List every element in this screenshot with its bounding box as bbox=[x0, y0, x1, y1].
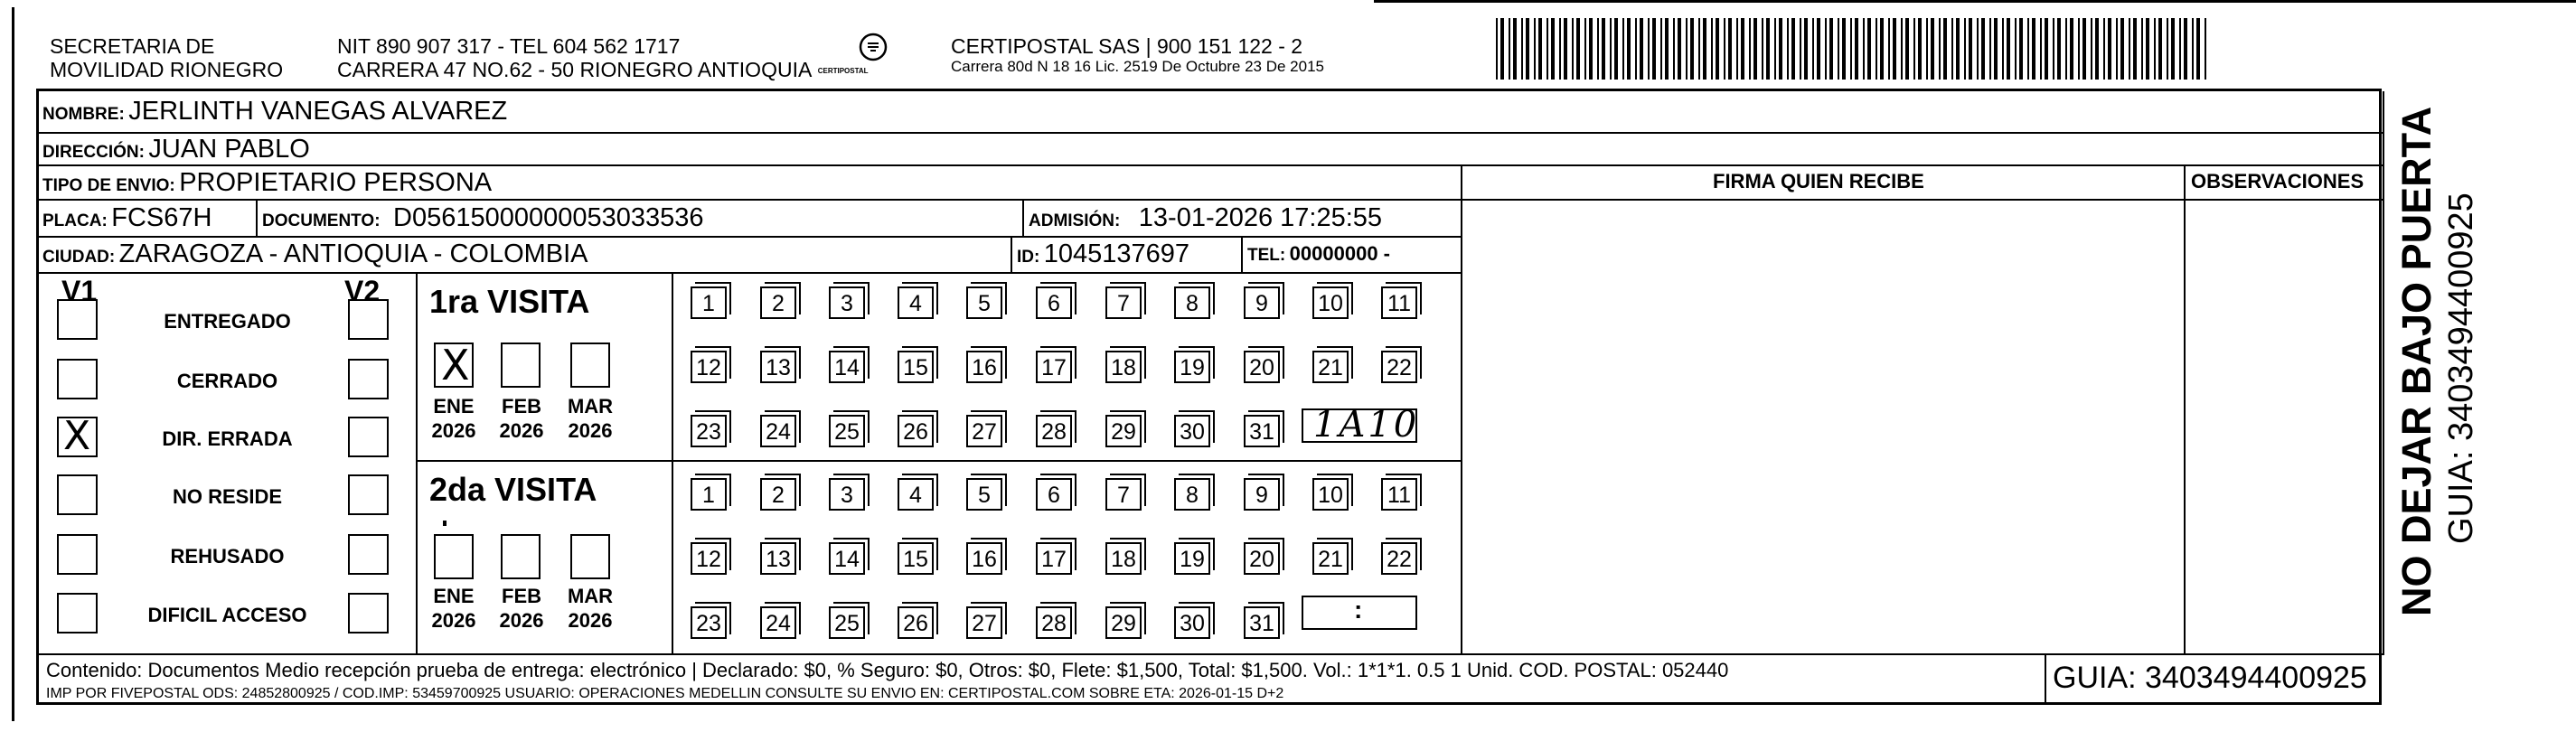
v2-checkbox[interactable] bbox=[348, 417, 389, 457]
id-field bbox=[1017, 239, 1189, 269]
barcode-bar bbox=[1614, 18, 1618, 80]
barcode-bar bbox=[1640, 18, 1643, 80]
barcode-bar bbox=[1698, 18, 1700, 80]
day-box[interactable]: 29 bbox=[1105, 415, 1142, 447]
footer-line-2: IMP POR FIVEPOSTAL ODS: 24852800925 / COD.IMP: 53459700925 USUARIO: OPERACIONES MEDELLIN CONSULTE SU ENVIO EN: CERTIPOSTAL.COM SOBRE ETA: 2026-01-15 D+2 bbox=[46, 686, 1284, 701]
barcode-bar bbox=[1597, 18, 1599, 80]
day-box[interactable]: 18 bbox=[1105, 351, 1142, 383]
top-edge-line bbox=[1374, 0, 2576, 3]
status-label: ENTREGADO bbox=[164, 310, 291, 333]
barcode-bar bbox=[1559, 18, 1561, 80]
id-divider bbox=[1011, 236, 1012, 272]
day-box[interactable]: 2 bbox=[760, 286, 796, 319]
visit2-title: 2da VISITA bbox=[429, 471, 597, 508]
day-box[interactable]: 14 bbox=[829, 542, 865, 575]
day-box[interactable]: 10 bbox=[1312, 286, 1349, 319]
status-label: NO RESIDE bbox=[172, 485, 283, 508]
day-box[interactable]: 22 bbox=[1381, 351, 1417, 383]
barcode-bar bbox=[1622, 18, 1624, 80]
barcode-bar bbox=[2108, 18, 2111, 80]
barcode-bar bbox=[2167, 18, 2168, 80]
direccion-value: JUAN PABLO bbox=[148, 135, 310, 164]
day-box[interactable]: 10 bbox=[1312, 478, 1349, 511]
barcode-bar bbox=[1905, 18, 1909, 80]
barcode-bar bbox=[1602, 18, 1605, 80]
barcode-bar bbox=[1800, 18, 1801, 80]
month-name: MAR bbox=[567, 585, 614, 607]
row-divider-4 bbox=[39, 236, 1462, 238]
month-label bbox=[427, 584, 481, 633]
status-label: CERRADO bbox=[176, 370, 278, 392]
barcode-bar bbox=[2095, 18, 2099, 80]
barcode-bar bbox=[1964, 18, 1966, 80]
day-box[interactable]: 11 bbox=[1381, 478, 1417, 511]
barcode-bar bbox=[1888, 18, 1890, 80]
barcode-bar bbox=[1876, 18, 1877, 80]
day-box[interactable]: 24 bbox=[760, 606, 796, 639]
day-box[interactable]: 9 bbox=[1244, 286, 1280, 319]
visit1-ene-mark: X bbox=[441, 341, 470, 389]
status-right-border bbox=[416, 272, 418, 653]
barcode-bar bbox=[1564, 18, 1567, 80]
day-box[interactable]: 31 bbox=[1244, 606, 1280, 639]
visit2-ene-box[interactable] bbox=[434, 534, 474, 579]
visit-divider bbox=[416, 460, 1462, 462]
barcode-bar bbox=[2116, 18, 2118, 80]
v2-checkbox[interactable] bbox=[348, 474, 389, 515]
barcode-bar bbox=[2007, 18, 2010, 80]
day-box[interactable]: 3 bbox=[829, 478, 865, 511]
day-box[interactable]: 15 bbox=[898, 542, 934, 575]
barcode-bar bbox=[2015, 18, 2017, 80]
barcode-bar bbox=[2078, 18, 2080, 80]
visit1-feb-box[interactable] bbox=[501, 343, 541, 388]
tipo-envio-value: PROPIETARIO PERSONA bbox=[179, 168, 493, 197]
org-name bbox=[50, 34, 283, 81]
documento-field bbox=[262, 203, 704, 233]
day-box[interactable]: 27 bbox=[966, 415, 1002, 447]
barcode-bar bbox=[1589, 18, 1593, 80]
day-box[interactable]: 7 bbox=[1105, 478, 1142, 511]
day-box[interactable]: 31 bbox=[1244, 415, 1280, 447]
barcode-bar bbox=[2179, 18, 2181, 80]
day-box[interactable]: 16 bbox=[966, 351, 1002, 383]
tel-label: TEL: bbox=[1247, 246, 1286, 265]
day-box[interactable]: 4 bbox=[898, 478, 934, 511]
certipostal-logo-icon bbox=[859, 33, 888, 61]
row-divider-5 bbox=[39, 272, 1462, 274]
barcode-bar bbox=[1893, 18, 1896, 80]
nombre-value: JERLINTH VANEGAS ALVAREZ bbox=[128, 97, 508, 126]
logo-text: CERTIPOSTAL bbox=[817, 66, 869, 75]
firma-header: FIRMA QUIEN RECIBE bbox=[1713, 170, 1924, 192]
day-box[interactable]: 23 bbox=[691, 606, 727, 639]
barcode-bar bbox=[1926, 18, 1928, 80]
barcode-bar bbox=[2027, 18, 2029, 80]
barcode-bar bbox=[1838, 18, 1839, 80]
day-box[interactable]: 1 bbox=[691, 286, 727, 319]
barcode-bar bbox=[1774, 18, 1776, 80]
v2-checkbox[interactable] bbox=[348, 593, 389, 633]
day-box[interactable]: 4 bbox=[898, 286, 934, 319]
barcode-bar bbox=[1850, 18, 1852, 80]
barcode-bar bbox=[2082, 18, 2086, 80]
barcode-bar bbox=[1521, 18, 1523, 80]
barcode-bar bbox=[1989, 18, 1991, 80]
barcode-bar bbox=[1918, 18, 1922, 80]
day-box[interactable]: 19 bbox=[1174, 351, 1210, 383]
barcode-bar bbox=[1678, 18, 1681, 80]
barcode-bar bbox=[1513, 18, 1517, 80]
footer-divider bbox=[39, 653, 2384, 655]
day-box[interactable]: 7 bbox=[1105, 286, 1142, 319]
footer-content bbox=[46, 659, 1728, 702]
barcode-bar bbox=[2141, 18, 2143, 80]
nit-line: NIT 890 907 317 - TEL 604 562 1717 bbox=[337, 34, 681, 58]
barcode-bar bbox=[2146, 18, 2149, 80]
barcode-bar bbox=[1939, 18, 1941, 80]
barcode-bar bbox=[1724, 18, 1725, 80]
barcode-bar bbox=[1749, 18, 1751, 80]
v2-checkbox[interactable] bbox=[348, 359, 389, 399]
barcode-bar bbox=[1855, 18, 1858, 80]
firma-left-border bbox=[1461, 164, 1462, 653]
org-line-1: SECRETARIA DE bbox=[50, 34, 215, 58]
day-box[interactable]: 24 bbox=[760, 415, 796, 447]
admision-value: 13-01-2026 17:25:55 bbox=[1138, 203, 1383, 232]
guia-box-border bbox=[2045, 653, 2046, 705]
barcode-bar bbox=[1711, 18, 1713, 80]
barcode-bar bbox=[1867, 18, 1871, 80]
day-box[interactable]: 2 bbox=[760, 478, 796, 511]
documento-value: D05615000000053033536 bbox=[393, 203, 704, 232]
month-name: FEB bbox=[502, 395, 541, 418]
row-divider-1 bbox=[39, 132, 2384, 134]
barcode-bar bbox=[2120, 18, 2124, 80]
month-label bbox=[494, 584, 549, 633]
barcode-bar bbox=[1500, 18, 1504, 80]
barcode-bar bbox=[2091, 18, 2092, 80]
barcode-bar bbox=[1652, 18, 1656, 80]
month-year: 2026 bbox=[568, 419, 613, 442]
month-name: ENE bbox=[433, 585, 475, 607]
visit2-tick bbox=[443, 521, 447, 526]
day-box[interactable]: 21 bbox=[1312, 351, 1349, 383]
month-year: 2026 bbox=[568, 609, 613, 632]
firma-header-underline bbox=[1461, 199, 2383, 201]
day-box[interactable]: 15 bbox=[898, 351, 934, 383]
barcode-bar bbox=[2133, 18, 2137, 80]
placa-field bbox=[42, 203, 212, 233]
nombre-field bbox=[42, 97, 507, 127]
day-box[interactable]: 5 bbox=[966, 478, 1002, 511]
barcode-bar bbox=[2040, 18, 2042, 80]
ciudad-field bbox=[42, 239, 588, 269]
month-year: 2026 bbox=[499, 609, 544, 632]
barcode-bar bbox=[1931, 18, 1934, 80]
left-edge-line bbox=[12, 7, 14, 721]
barcode-bar bbox=[1660, 18, 1662, 80]
barcode bbox=[1496, 18, 2210, 80]
barcode-bar bbox=[1762, 18, 1763, 80]
barcode-bar bbox=[2196, 18, 2200, 80]
barcode-bar bbox=[1825, 18, 1827, 80]
org-line-2: MOVILIDAD RIONEGRO bbox=[50, 58, 284, 81]
observaciones-header: OBSERVACIONES bbox=[2191, 170, 2364, 192]
barcode-bar bbox=[1496, 18, 1498, 80]
org-contact bbox=[337, 34, 869, 83]
visit2-feb-box[interactable] bbox=[501, 534, 541, 579]
barcode-bar bbox=[1665, 18, 1669, 80]
day-box[interactable]: 28 bbox=[1036, 606, 1072, 639]
day-box[interactable]: 19 bbox=[1174, 542, 1210, 575]
barcode-bar bbox=[1969, 18, 1972, 80]
day-box[interactable]: 26 bbox=[898, 415, 934, 447]
month-label bbox=[563, 394, 617, 443]
barcode-bar bbox=[1880, 18, 1884, 80]
barcode-bar bbox=[1913, 18, 1915, 80]
barcode-bar bbox=[1538, 18, 1542, 80]
v1-check-mark: X bbox=[63, 413, 91, 459]
barcode-bar bbox=[1804, 18, 1808, 80]
barcode-bar bbox=[2103, 18, 2105, 80]
barcode-bar bbox=[1981, 18, 1985, 80]
v2-checkbox[interactable] bbox=[348, 534, 389, 575]
delivery-form bbox=[36, 89, 2382, 705]
day-box[interactable]: 9 bbox=[1244, 478, 1280, 511]
day-box[interactable]: 17 bbox=[1036, 351, 1072, 383]
barcode-bar bbox=[1901, 18, 1903, 80]
day-box[interactable]: 28 bbox=[1036, 415, 1072, 447]
barcode-bar bbox=[2129, 18, 2130, 80]
barcode-bar bbox=[2171, 18, 2175, 80]
month-label bbox=[427, 394, 481, 443]
barcode-bar bbox=[1509, 18, 1510, 80]
month-name: FEB bbox=[502, 585, 541, 607]
barcode-bar bbox=[2154, 18, 2156, 80]
barcode-bar bbox=[1648, 18, 1650, 80]
status-label: DIFICIL ACCESO bbox=[147, 604, 307, 626]
day-box[interactable]: 26 bbox=[898, 606, 934, 639]
barcode-bar bbox=[2002, 18, 2004, 80]
tel-field bbox=[1247, 242, 1390, 266]
barcode-bar bbox=[1812, 18, 1814, 80]
barcode-bar bbox=[1943, 18, 1947, 80]
day-box[interactable]: 3 bbox=[829, 286, 865, 319]
row-divider-2 bbox=[39, 164, 2384, 166]
obs-right-border bbox=[2383, 91, 2384, 653]
visit1-mar-box[interactable] bbox=[570, 343, 610, 388]
barcode-bar bbox=[2070, 18, 2073, 80]
barcode-bar bbox=[2019, 18, 2023, 80]
footer-line-1: Contenido: Documentos Medio recepción prueba de entrega: electrónico | Declarado: $0, % Seguro: $0, Otros: $0, Flete: $1,500, Total: $1,500. Vol.: 1*1*1. 0.5 1 Unid. COD. POSTAL: 052440 bbox=[46, 659, 1729, 681]
day-box[interactable]: 21 bbox=[1312, 542, 1349, 575]
placa-divider bbox=[256, 199, 258, 236]
barcode-bar bbox=[1534, 18, 1536, 80]
barcode-bar bbox=[1977, 18, 1979, 80]
ciudad-label: CIUDAD: bbox=[42, 248, 116, 267]
barcode-bar bbox=[1584, 18, 1586, 80]
day-box[interactable]: 25 bbox=[829, 606, 865, 639]
visit2-mar-box[interactable] bbox=[570, 534, 610, 579]
documento-label: DOCUMENTO: bbox=[262, 211, 381, 230]
barcode-bar bbox=[1829, 18, 1833, 80]
barcode-bar bbox=[2065, 18, 2067, 80]
month-year: 2026 bbox=[499, 419, 544, 442]
id-value: 1045137697 bbox=[1043, 239, 1190, 268]
barcode-bar bbox=[1956, 18, 1960, 80]
placa-label: PLACA: bbox=[42, 211, 108, 230]
direccion-field bbox=[42, 135, 310, 164]
day-box[interactable]: 27 bbox=[966, 606, 1002, 639]
day-box[interactable]: 13 bbox=[760, 542, 796, 575]
v1-header: V1 bbox=[61, 275, 98, 307]
day-box[interactable]: 22 bbox=[1381, 542, 1417, 575]
nombre-label: NOMBRE: bbox=[42, 105, 125, 124]
day-box[interactable]: 12 bbox=[691, 351, 727, 383]
day-box[interactable]: 17 bbox=[1036, 542, 1072, 575]
barcode-bar bbox=[1635, 18, 1637, 80]
barcode-bar bbox=[1703, 18, 1706, 80]
barcode-bar bbox=[2192, 18, 2194, 80]
v2-header: V2 bbox=[344, 275, 381, 307]
barcode-bar bbox=[1766, 18, 1770, 80]
admision-field bbox=[1029, 203, 1382, 233]
day-box[interactable]: 6 bbox=[1036, 478, 1072, 511]
admision-label: ADMISIÓN: bbox=[1029, 211, 1121, 230]
certipostal-line-1: CERTIPOSTAL SAS | 900 151 122 - 2 bbox=[951, 34, 1303, 58]
obs-left-border bbox=[2184, 164, 2186, 653]
barcode-bar bbox=[2053, 18, 2054, 80]
month-year: 2026 bbox=[431, 609, 476, 632]
status-label: DIR. ERRADA bbox=[162, 427, 293, 450]
day-box[interactable]: 14 bbox=[829, 351, 865, 383]
barcode-bar bbox=[1673, 18, 1675, 80]
month-name: MAR bbox=[567, 395, 614, 418]
visit-months-border bbox=[672, 272, 673, 653]
barcode-bar bbox=[1787, 18, 1789, 80]
day-box[interactable]: 6 bbox=[1036, 286, 1072, 319]
day-box[interactable]: 8 bbox=[1174, 286, 1210, 319]
month-name: ENE bbox=[433, 395, 475, 418]
barcode-bar bbox=[2205, 18, 2206, 80]
month-label bbox=[563, 584, 617, 633]
admision-divider bbox=[1022, 199, 1024, 236]
month-label bbox=[494, 394, 549, 443]
barcode-bar bbox=[1728, 18, 1732, 80]
day-box[interactable]: 23 bbox=[691, 415, 727, 447]
guia-box-value: GUIA: 3403494400925 bbox=[2053, 661, 2367, 695]
barcode-bar bbox=[2057, 18, 2061, 80]
day-box[interactable]: 1 bbox=[691, 478, 727, 511]
day-box[interactable]: 25 bbox=[829, 415, 865, 447]
tel-divider bbox=[1241, 236, 1243, 272]
barcode-bar bbox=[1690, 18, 1694, 80]
day-box[interactable]: 5 bbox=[966, 286, 1002, 319]
ciudad-value: ZARAGOZA - ANTIOQUIA - COLOMBIA bbox=[118, 239, 588, 268]
barcode-bar bbox=[1951, 18, 1953, 80]
day-box[interactable]: 20 bbox=[1244, 351, 1280, 383]
day-box[interactable]: 12 bbox=[691, 542, 727, 575]
barcode-bar bbox=[1610, 18, 1612, 80]
side-guia-number: GUIA: 3403494400925 bbox=[2442, 192, 2480, 544]
status-label: REHUSADO bbox=[170, 545, 285, 568]
certipostal-line-2: Carrera 80d N 18 16 Lic. 2519 De Octubre 23 De 2015 bbox=[951, 58, 1324, 75]
month-year: 2026 bbox=[431, 419, 476, 442]
visit1-title: 1ra VISITA bbox=[429, 283, 590, 320]
tipo-envio-field bbox=[42, 168, 492, 198]
day-box[interactable]: 16 bbox=[966, 542, 1002, 575]
address-line: CARRERA 47 NO.62 - 50 RIONEGRO ANTIOQUIA bbox=[337, 58, 813, 81]
barcode-bar bbox=[1736, 18, 1738, 80]
visit1-time-value: 1A10 bbox=[1313, 404, 1420, 446]
barcode-bar bbox=[2158, 18, 2162, 80]
barcode-bar bbox=[1791, 18, 1795, 80]
barcode-bar bbox=[1526, 18, 1529, 80]
day-box[interactable]: 29 bbox=[1105, 606, 1142, 639]
day-box[interactable]: 20 bbox=[1244, 542, 1280, 575]
barcode-bar bbox=[2045, 18, 2048, 80]
day-box[interactable]: 8 bbox=[1174, 478, 1210, 511]
day-box[interactable]: 13 bbox=[760, 351, 796, 383]
barcode-bar bbox=[1547, 18, 1548, 80]
day-box[interactable]: 30 bbox=[1174, 606, 1210, 639]
barcode-bar bbox=[1551, 18, 1555, 80]
tel-value: 00000000 - bbox=[1289, 242, 1390, 265]
v2-checkbox[interactable] bbox=[348, 299, 389, 340]
day-box[interactable]: 11 bbox=[1381, 286, 1417, 319]
barcode-bar bbox=[1753, 18, 1757, 80]
certipostal-info bbox=[951, 34, 1324, 76]
barcode-bar bbox=[1572, 18, 1574, 80]
day-box[interactable]: 30 bbox=[1174, 415, 1210, 447]
placa-value: FCS67H bbox=[111, 203, 212, 232]
barcode-bar bbox=[1627, 18, 1631, 80]
direccion-label: DIRECCIÓN: bbox=[42, 143, 145, 162]
visit2-time-value: : bbox=[1354, 596, 1363, 624]
tipo-envio-label: TIPO DE ENVIO: bbox=[42, 176, 175, 195]
barcode-bar bbox=[1994, 18, 1998, 80]
barcode-bar bbox=[2032, 18, 2035, 80]
barcode-bar bbox=[1779, 18, 1782, 80]
barcode-bar bbox=[1817, 18, 1820, 80]
barcode-bar bbox=[1863, 18, 1865, 80]
barcode-bar bbox=[1741, 18, 1744, 80]
barcode-bar bbox=[1576, 18, 1580, 80]
barcode-bar bbox=[2184, 18, 2187, 80]
barcode-bar bbox=[1842, 18, 1846, 80]
barcode-bar bbox=[1686, 18, 1688, 80]
barcode-bar bbox=[1716, 18, 1719, 80]
no-dejar-bajo-puerta: NO DEJAR BAJO PUERTA bbox=[2393, 106, 2440, 616]
id-label: ID: bbox=[1017, 248, 1040, 267]
day-box[interactable]: 18 bbox=[1105, 542, 1142, 575]
